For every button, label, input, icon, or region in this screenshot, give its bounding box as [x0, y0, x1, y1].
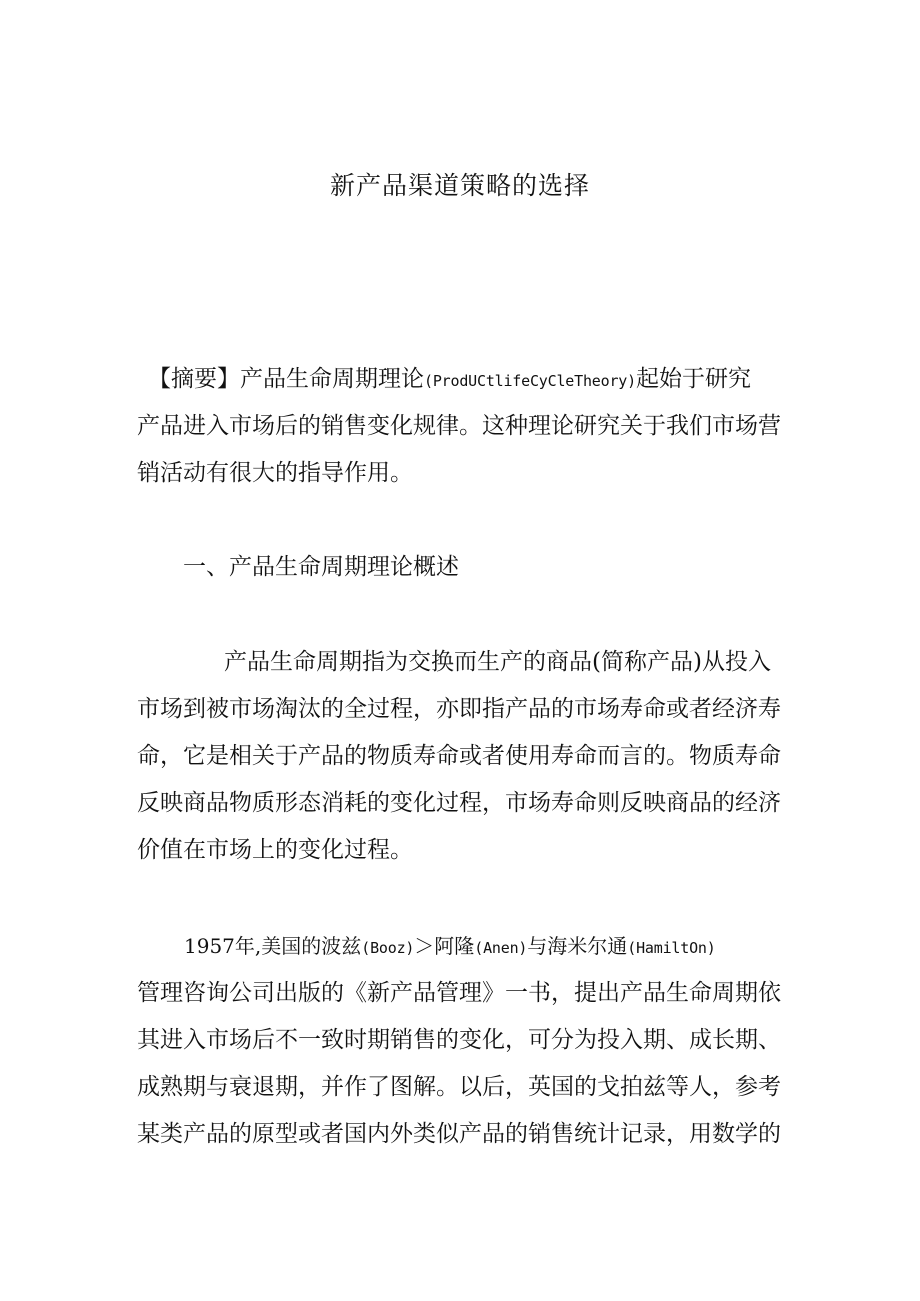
abstract-text-1b: 起始于研究: [635, 366, 751, 392]
paragraph-2-line-4: 成熟期与衰退期，并作了图解。以后，英国的戈拍兹等人，参考: [137, 1074, 781, 1100]
paragraph-1-text-b: (简称产品): [592, 649, 702, 675]
section-heading-1: 一、产品生命周期理论概述: [183, 554, 459, 580]
abstract-line-2: 产品进入市场后的销售变化规律。这种理论研究关于我们市场营: [137, 413, 781, 439]
paragraph-2-text-c: ＞阿隆: [414, 934, 475, 958]
paragraph-2-booz: (Booz): [361, 939, 415, 957]
paragraph-1-line-5: 价值在市场上的变化过程。: [137, 837, 413, 863]
abstract-label: 摘要: [171, 366, 217, 392]
paragraph-2-line-3: 其进入市场后不一致时期销售的变化，可分为投入期、成长期、: [137, 1027, 781, 1053]
abstract-text-1a: 产品生命周期理论: [240, 366, 424, 392]
paragraph-2-hamilton: (HamiltOn): [627, 939, 716, 957]
paragraph-1-text-c: 从投入: [701, 649, 771, 675]
paragraph-1-line-2: 市场到被市场淘汰的全过程，亦即指产品的市场寿命或者经济寿: [137, 696, 781, 722]
paragraph-2-line-2: 管理咨询公司出版的《新产品管理》一书，提出产品生命周期依: [137, 980, 781, 1006]
paragraph-1-line-3: 命，它是相关于产品的物质寿命或者使用寿命而言的。物质寿命: [137, 743, 781, 769]
paragraph-2-text-e: 与海米尔通: [527, 934, 628, 958]
paragraph-2-anen: (Anen): [474, 939, 528, 957]
abstract-theory-name: (ProdUCtlifeCyCleTheory): [424, 372, 636, 390]
paragraph-1-text-a: 产品生命周期指为交换而生产的商品: [224, 649, 592, 675]
abstract-line-3: 销活动有很大的指导作用。: [137, 460, 413, 486]
paragraph-1-line-4: 反映商品物质形态消耗的变化过程，市场寿命则反映商品的经济: [137, 790, 781, 816]
paragraph-1-line-1: [224, 642, 771, 682]
paragraph-2-text-a: 年,美国的波兹: [234, 934, 362, 958]
document-title: 新产品渠道策略的选择: [329, 171, 590, 200]
paragraph-2-year: 1957: [184, 934, 235, 958]
paragraph-2-line-5: 某类产品的原型或者国内外类似产品的销售统计记录，用数学的: [137, 1121, 781, 1147]
abstract-bracket-open: 【: [148, 366, 171, 392]
abstract-bracket-close: 】: [217, 366, 240, 392]
abstract-line-1: [148, 359, 751, 401]
paragraph-2-line-1: [184, 926, 716, 968]
